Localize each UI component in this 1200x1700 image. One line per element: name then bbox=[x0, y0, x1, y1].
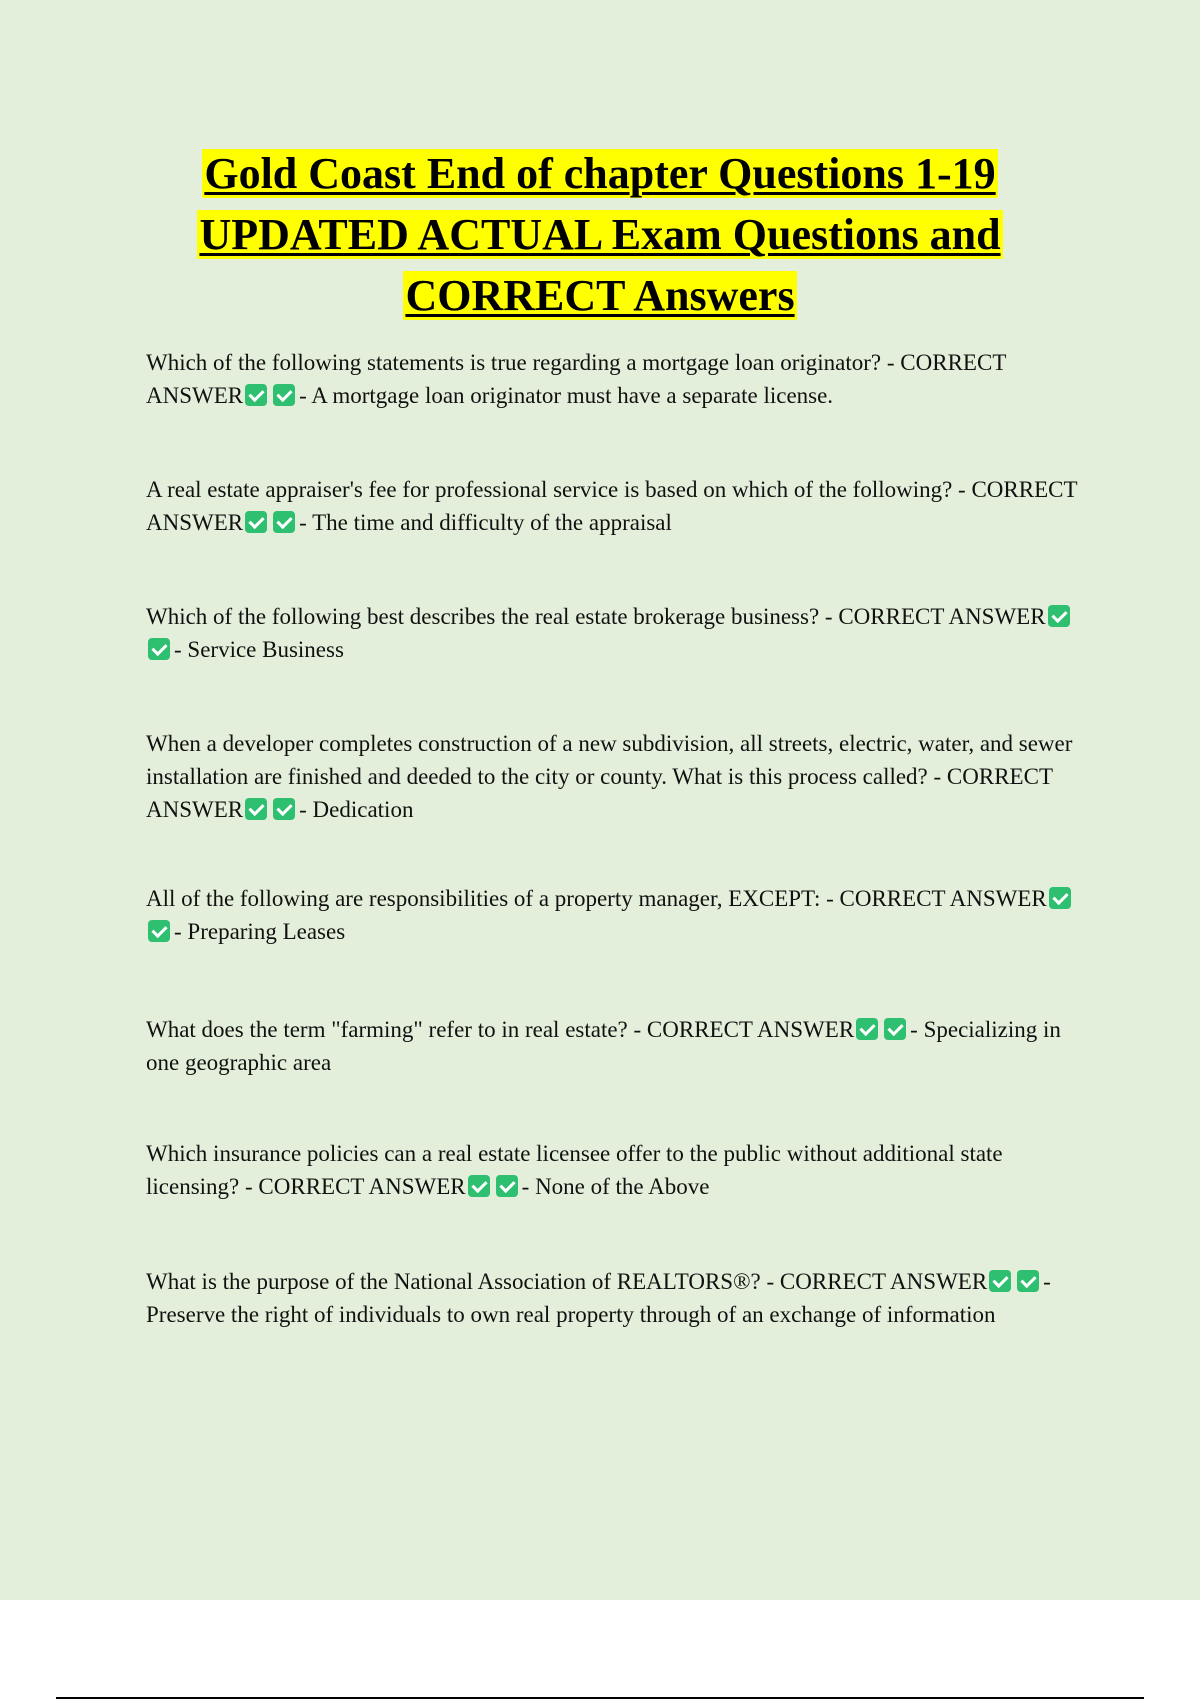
check-mark-icon bbox=[1048, 605, 1070, 627]
answer-text: - A mortgage loan originator must have a separate license. bbox=[299, 383, 834, 408]
check-mark-icon bbox=[148, 920, 170, 942]
title-line-1: Gold Coast End of chapter Questions 1-19 bbox=[204, 149, 996, 198]
question-text: Which insurance policies can a real estate licensee offer to the public without additional state licensing? - CORRECT ANSWER bbox=[146, 1141, 1003, 1199]
check-mark-icon bbox=[148, 638, 170, 660]
answer-text: - Preparing Leases bbox=[174, 919, 346, 944]
answer-text: - Dedication bbox=[299, 797, 414, 822]
qa-item-7 bbox=[146, 1137, 1086, 1203]
qa-item-5 bbox=[146, 882, 1086, 948]
title-line-2: UPDATED ACTUAL Exam Questions and bbox=[199, 210, 1001, 259]
qa-item-4 bbox=[146, 727, 1086, 826]
check-mark-icon bbox=[468, 1175, 490, 1197]
check-mark-icon bbox=[245, 384, 267, 406]
check-mark-icon bbox=[989, 1270, 1011, 1292]
check-mark-icon bbox=[273, 511, 295, 533]
check-mark-icon bbox=[245, 798, 267, 820]
question-text: Which of the following statements is true regarding a mortgage loan originator? - CORRECT ANSWER bbox=[146, 350, 1006, 408]
answer-text: - Service Business bbox=[174, 637, 344, 662]
check-mark-icon bbox=[245, 511, 267, 533]
document-title bbox=[0, 143, 1200, 326]
answer-text: - Specializing in one geographic area bbox=[146, 1017, 1061, 1075]
question-text: What is the purpose of the National Association of REALTORS®? - CORRECT ANSWER bbox=[146, 1269, 988, 1294]
qa-item-3 bbox=[146, 600, 1086, 666]
title-line-3: CORRECT Answers bbox=[405, 271, 795, 320]
check-mark-icon bbox=[496, 1175, 518, 1197]
check-mark-icon bbox=[1049, 887, 1071, 909]
question-text: When a developer completes construction of a new subdivision, all streets, electric, water, and sewer installation are finished and deeded to the city or county. What is this process called? - CORRECT ANSWER bbox=[146, 731, 1073, 822]
footer-divider bbox=[56, 1697, 1144, 1699]
check-mark-icon bbox=[273, 798, 295, 820]
check-mark-icon bbox=[1017, 1270, 1039, 1292]
check-mark-icon bbox=[273, 384, 295, 406]
check-mark-icon bbox=[884, 1018, 906, 1040]
qa-item-2 bbox=[146, 473, 1086, 539]
question-text: Which of the following best describes the real estate brokerage business? - CORRECT ANSWER bbox=[146, 604, 1046, 629]
question-text: All of the following are responsibilities of a property manager, EXCEPT: - CORRECT ANSWER bbox=[146, 886, 1047, 911]
answer-text: - None of the Above bbox=[521, 1174, 710, 1199]
question-text: A real estate appraiser's fee for professional service is based on which of the following? - CORRECT ANSWER bbox=[146, 477, 1078, 535]
answer-text: - Preserve the right of individuals to own real property through of an exchange of information bbox=[146, 1269, 1051, 1327]
check-mark-icon bbox=[856, 1018, 878, 1040]
answer-text: - The time and difficulty of the appraisal bbox=[299, 510, 672, 535]
question-text: What does the term "farming" refer to in real estate? - CORRECT ANSWER bbox=[146, 1017, 855, 1042]
qa-item-6 bbox=[146, 1013, 1086, 1079]
qa-item-1 bbox=[146, 346, 1086, 412]
qa-item-8 bbox=[146, 1265, 1086, 1331]
